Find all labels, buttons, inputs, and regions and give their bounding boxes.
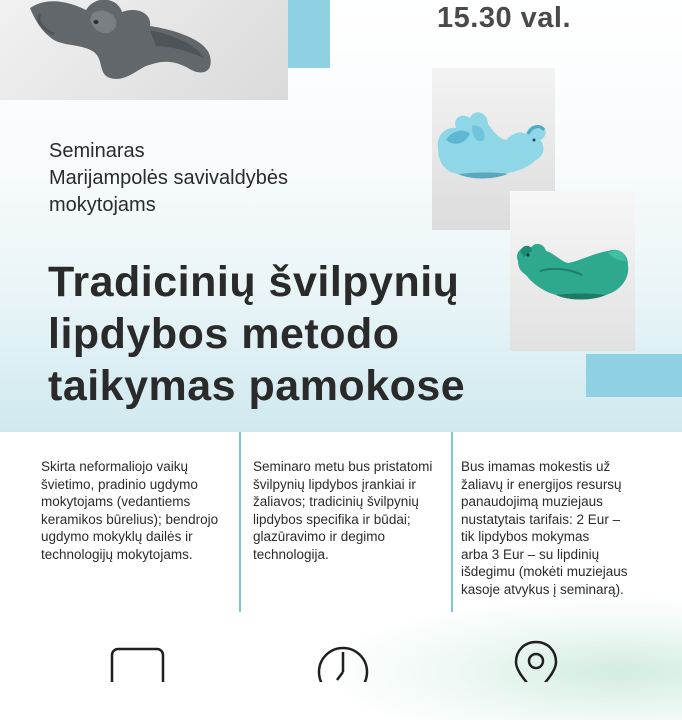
seminar-audience <box>49 138 288 219</box>
column-line: žaliavos; tradicinių švilpynių <box>253 494 419 509</box>
column-line: kasoje atvykus į seminarą). <box>461 581 624 597</box>
seminar-line: Marijampolės savivaldybės <box>49 167 288 189</box>
seminar-line: mokytojams <box>49 194 156 216</box>
column-line: Skirta neformaliojo vaikų <box>41 459 189 474</box>
column-line: žaliavų ir energijos resursų <box>461 476 622 492</box>
location-pin-icon <box>512 640 560 682</box>
column-line: tik lipdybos mokymas <box>461 529 590 544</box>
accent-block-right <box>586 354 682 397</box>
column-line: Seminaro metu bus pristatomi <box>253 459 433 474</box>
title-line: taikymas pamokose <box>48 362 466 410</box>
column-line: technologija. <box>253 546 329 562</box>
title-line: lipdybos metodo <box>48 310 400 358</box>
footer-glow <box>340 600 682 720</box>
column-line: Bus imamas mokestis už <box>461 459 611 474</box>
column-line: arba 3 Eur – su lipdinių <box>461 546 600 562</box>
column-line: technologijų mokytojams. <box>41 546 193 562</box>
column-line: nustatytais tarifais: 2 Eur – <box>461 511 621 527</box>
page-title <box>48 256 465 412</box>
seminar-line: Seminaras <box>49 140 145 162</box>
column-line: panaudojimą muziejaus <box>461 494 603 509</box>
column-divider <box>239 432 241 612</box>
event-time: 15.30 val. <box>437 2 571 34</box>
title-line: Tradicinių švilpynių <box>48 258 460 306</box>
info-column-audience <box>41 458 218 563</box>
column-line: keramikos būrelius); bendrojo <box>41 511 219 527</box>
info-column-content <box>253 458 432 563</box>
column-line: mokytojams (vedantiems <box>41 494 191 509</box>
grey-whistle-photo <box>0 0 288 100</box>
column-line: glazūravimo ir degimo <box>253 529 386 544</box>
column-divider <box>451 432 453 612</box>
column-line: ugdymo mokyklų dailės ir <box>41 529 193 544</box>
column-line: švietimo, pradinio ugdymo <box>41 476 198 492</box>
calendar-icon <box>110 646 166 682</box>
column-line: lipdybos specifika ir būdai; <box>253 511 411 527</box>
column-line: išdegimu (mokėti muziejaus <box>461 564 628 579</box>
clock-icon <box>316 646 370 682</box>
accent-block-top <box>288 0 330 68</box>
teal-rooster-photo <box>510 191 635 351</box>
info-column-fees <box>461 458 628 598</box>
column-line: švilpynių lipdybos įrankiai ir <box>253 476 416 492</box>
